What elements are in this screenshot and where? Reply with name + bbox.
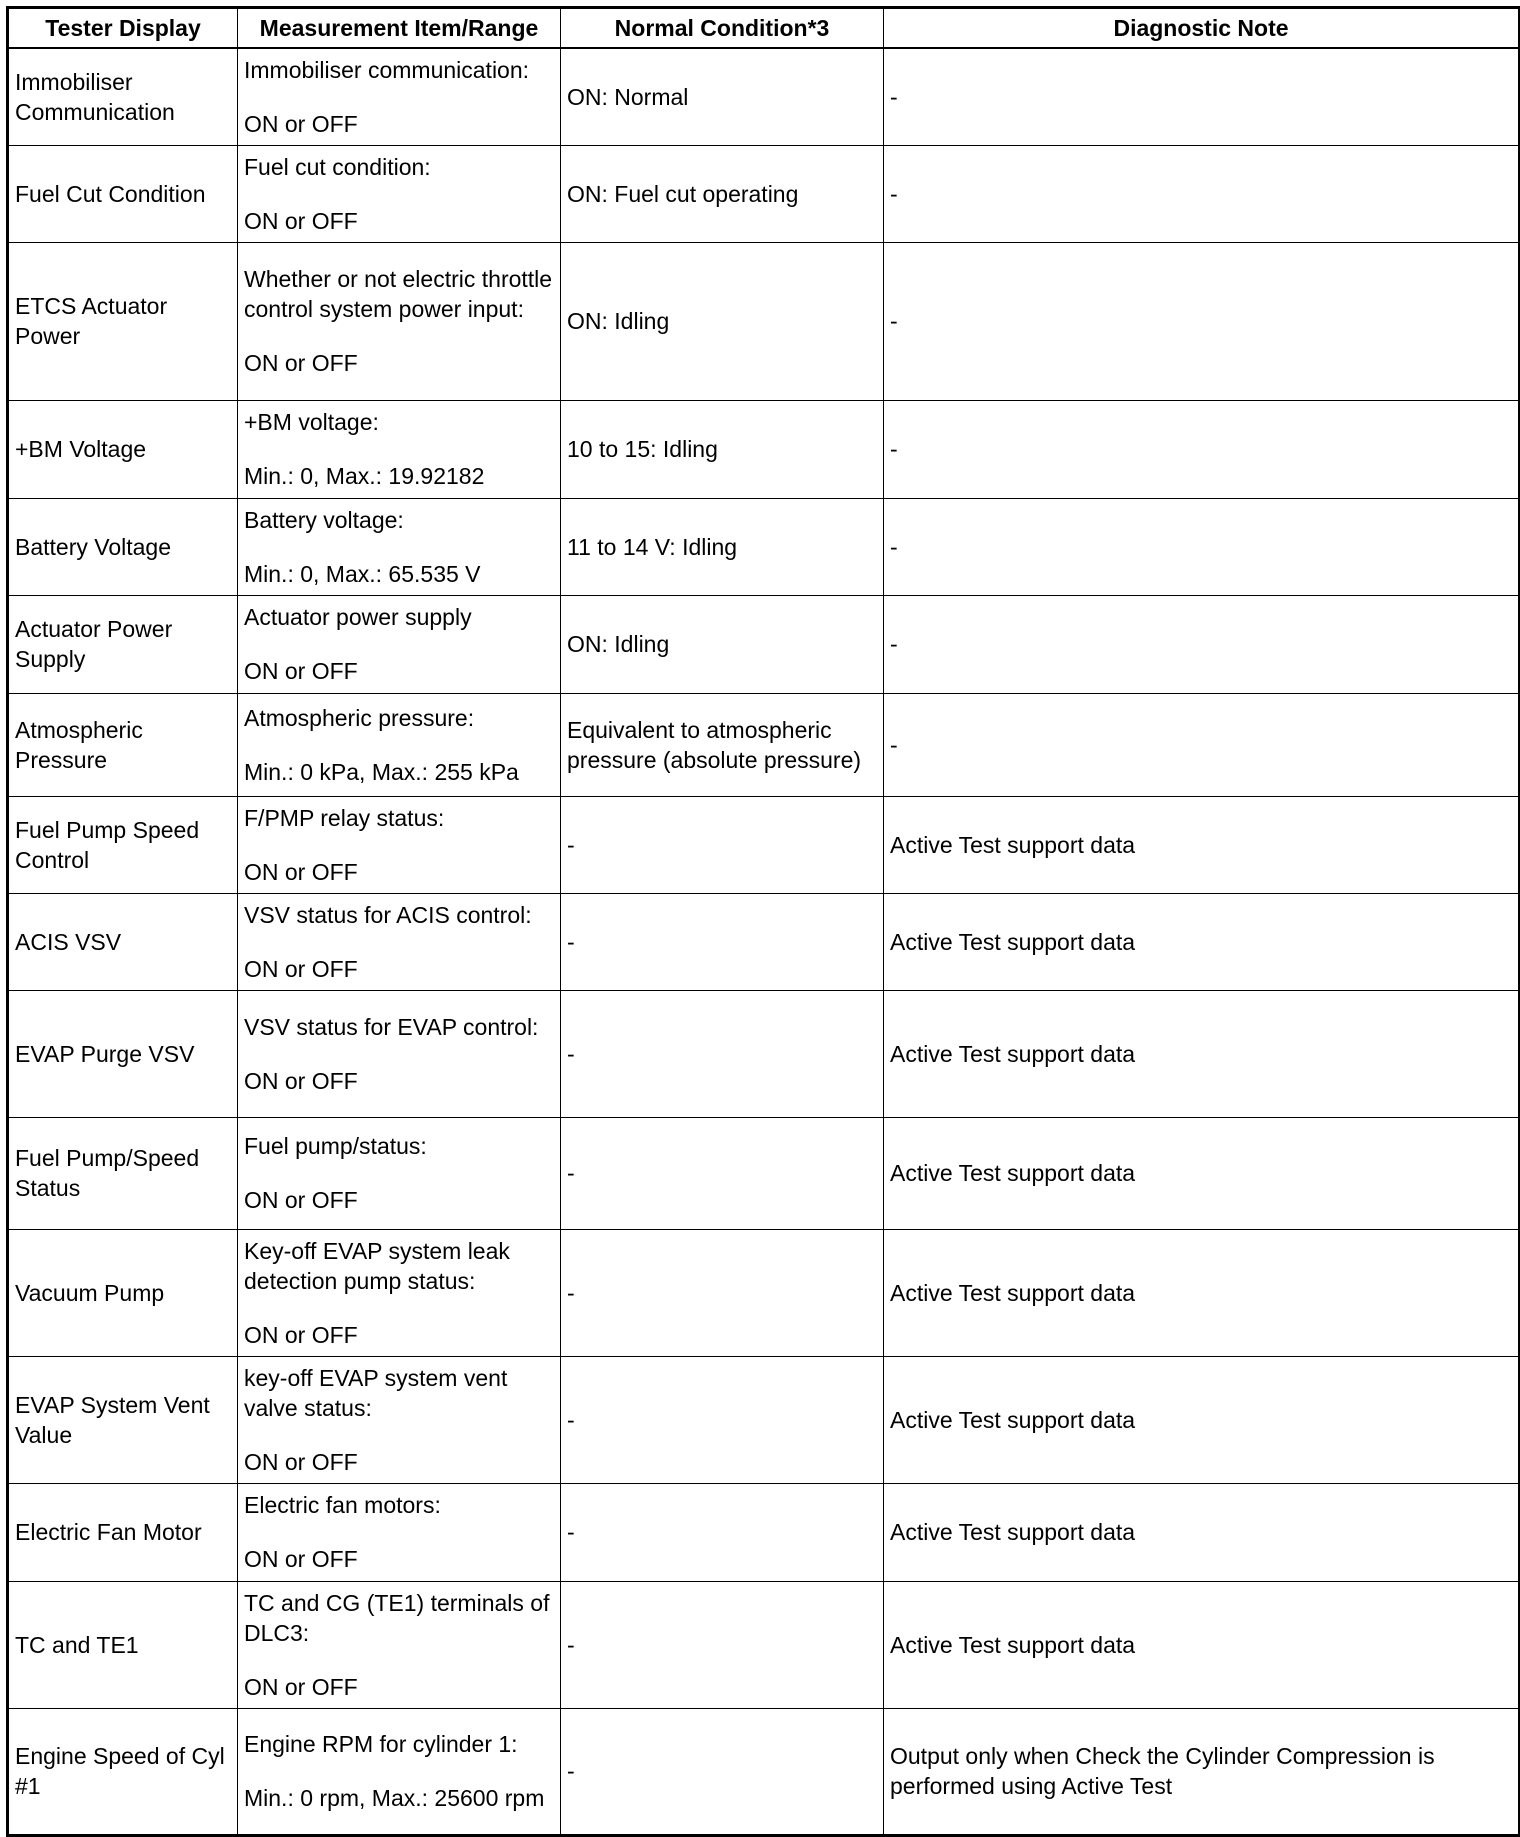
- cell-diagnostic-note: Active Test support data: [884, 990, 1520, 1117]
- measurement-item-label: key-off EVAP system vent valve status:: [244, 1364, 508, 1421]
- table-row: [8, 595, 1520, 693]
- cell-tester-display: Fuel Pump Speed Control: [8, 796, 238, 893]
- measurement-range: ON or OFF: [244, 1448, 358, 1475]
- cell-measurement-item: [238, 893, 561, 990]
- cell-tester-display: Fuel Pump/Speed Status: [8, 1117, 238, 1229]
- cell-measurement-item: [238, 48, 561, 145]
- measurement-item-label: VSV status for EVAP control:: [244, 1013, 539, 1040]
- cell-tester-display: ACIS VSV: [8, 893, 238, 990]
- cell-diagnostic-note: -: [884, 400, 1520, 498]
- cell-diagnostic-note: -: [884, 242, 1520, 400]
- measurement-item: [244, 703, 554, 787]
- table-row: [8, 1117, 1520, 1229]
- cell-measurement-item: [238, 1356, 561, 1483]
- measurement-item: [244, 407, 554, 491]
- cell-diagnostic-note: Output only when Check the Cylinder Compression is performed using Active Test: [884, 1708, 1520, 1835]
- measurement-range: ON or OFF: [244, 955, 358, 982]
- cell-measurement-item: [238, 693, 561, 796]
- cell-normal-condition: -: [561, 1483, 884, 1581]
- measurement-item-label: TC and CG (TE1) terminals of DLC3:: [244, 1589, 550, 1646]
- measurement-item: [244, 505, 554, 589]
- measurement-range: ON or OFF: [244, 1546, 358, 1572]
- table-row: [8, 48, 1520, 145]
- cell-measurement-item: [238, 1483, 561, 1581]
- table-row: [8, 893, 1520, 990]
- cell-normal-condition: -: [561, 1356, 884, 1483]
- measurement-range: ON or OFF: [244, 110, 358, 137]
- measurement-range: ON or OFF: [244, 1067, 358, 1094]
- table-row: [8, 400, 1520, 498]
- cell-measurement-item: [238, 242, 561, 400]
- cell-normal-condition: -: [561, 796, 884, 893]
- cell-diagnostic-note: Active Test support data: [884, 796, 1520, 893]
- measurement-item-label: +BM voltage:: [244, 409, 379, 435]
- table-row: [8, 1483, 1520, 1581]
- cell-tester-display: EVAP Purge VSV: [8, 990, 238, 1117]
- measurement-item: [244, 602, 554, 686]
- cell-measurement-item: [238, 990, 561, 1117]
- measurement-item: [244, 1012, 554, 1096]
- measurement-range: ON or OFF: [244, 858, 358, 885]
- measurement-item: [244, 803, 554, 887]
- measurement-item-label: Whether or not electric throttle control system power input:: [244, 266, 553, 322]
- measurement-item-label: Atmospheric pressure:: [244, 704, 475, 731]
- cell-normal-condition: -: [561, 893, 884, 990]
- cell-measurement-item: [238, 796, 561, 893]
- cell-diagnostic-note: Active Test support data: [884, 1117, 1520, 1229]
- measurement-range: ON or OFF: [244, 350, 358, 376]
- cell-diagnostic-note: -: [884, 48, 1520, 145]
- table-row: [8, 796, 1520, 893]
- measurement-item-label: Engine RPM for cylinder 1:: [244, 1731, 518, 1757]
- measurement-range: ON or OFF: [244, 1321, 358, 1348]
- cell-tester-display: Immobiliser Communication: [8, 48, 238, 145]
- measurement-item: [244, 1490, 554, 1574]
- measurement-range: Min.: 0 rpm, Max.: 25600 rpm: [244, 1785, 545, 1811]
- cell-tester-display: Engine Speed of Cyl #1: [8, 1708, 238, 1835]
- measurement-range: ON or OFF: [244, 207, 358, 234]
- cell-diagnostic-note: Active Test support data: [884, 893, 1520, 990]
- table-row: [8, 990, 1520, 1117]
- cell-measurement-item: [238, 1229, 561, 1356]
- header-row: [8, 8, 1520, 49]
- cell-normal-condition: 10 to 15: Idling: [561, 400, 884, 498]
- measurement-item: [244, 1729, 554, 1813]
- measurement-item: [244, 1588, 554, 1702]
- cell-tester-display: Atmospheric Pressure: [8, 693, 238, 796]
- cell-measurement-item: [238, 498, 561, 595]
- cell-tester-display: Fuel Cut Condition: [8, 145, 238, 242]
- cell-measurement-item: [238, 1581, 561, 1708]
- measurement-item-label: Immobiliser communication:: [244, 56, 530, 83]
- measurement-item-label: VSV status for ACIS control:: [244, 901, 532, 928]
- table-row: [8, 145, 1520, 242]
- cell-normal-condition: 11 to 14 V: Idling: [561, 498, 884, 595]
- cell-normal-condition: -: [561, 1581, 884, 1708]
- cell-tester-display: ETCS Actuator Power: [8, 242, 238, 400]
- cell-normal-condition: ON: Idling: [561, 242, 884, 400]
- measurement-item-label: Battery voltage:: [244, 506, 404, 533]
- header-tester-display: Tester Display: [8, 8, 238, 49]
- measurement-item: [244, 152, 554, 236]
- measurement-item: [244, 1236, 554, 1350]
- cell-normal-condition: -: [561, 1229, 884, 1356]
- measurement-item-label: Actuator power supply: [244, 604, 472, 630]
- cell-measurement-item: [238, 145, 561, 242]
- measurement-range: Min.: 0, Max.: 65.535 V: [244, 560, 481, 587]
- header-diagnostic-note: Diagnostic Note: [884, 8, 1520, 49]
- table-row: [8, 1356, 1520, 1483]
- cell-measurement-item: [238, 1708, 561, 1835]
- table-row: [8, 498, 1520, 595]
- cell-measurement-item: [238, 595, 561, 693]
- measurement-range: ON or OFF: [244, 1673, 358, 1700]
- measurement-range: Min.: 0 kPa, Max.: 255 kPa: [244, 758, 519, 785]
- table-body: [8, 48, 1520, 1835]
- measurement-item-label: Electric fan motors:: [244, 1492, 441, 1518]
- cell-normal-condition: -: [561, 1708, 884, 1835]
- measurement-item: [244, 900, 554, 984]
- cell-tester-display: Electric Fan Motor: [8, 1483, 238, 1581]
- table-header: [8, 8, 1520, 49]
- cell-measurement-item: [238, 1117, 561, 1229]
- table-row: [8, 242, 1520, 400]
- measurement-item: [244, 1131, 554, 1215]
- measurement-range: Min.: 0, Max.: 19.92182: [244, 463, 485, 489]
- measurement-item: [244, 264, 554, 378]
- cell-diagnostic-note: Active Test support data: [884, 1229, 1520, 1356]
- cell-normal-condition: -: [561, 990, 884, 1117]
- measurement-item-label: Fuel pump/status:: [244, 1133, 427, 1159]
- measurement-item-label: Fuel cut condition:: [244, 153, 431, 180]
- measurement-item-label: Key-off EVAP system leak detection pump status:: [244, 1237, 510, 1294]
- cell-diagnostic-note: Active Test support data: [884, 1483, 1520, 1581]
- cell-diagnostic-note: Active Test support data: [884, 1356, 1520, 1483]
- table-row: [8, 1708, 1520, 1835]
- page: [6, 6, 1520, 1837]
- cell-measurement-item: [238, 400, 561, 498]
- cell-tester-display: Actuator Power Supply: [8, 595, 238, 693]
- cell-normal-condition: ON: Fuel cut operating: [561, 145, 884, 242]
- measurement-item: [244, 55, 554, 139]
- cell-diagnostic-note: -: [884, 145, 1520, 242]
- cell-tester-display: EVAP System Vent Value: [8, 1356, 238, 1483]
- measurement-item: [244, 1363, 554, 1477]
- cell-diagnostic-note: -: [884, 595, 1520, 693]
- table-row: [8, 693, 1520, 796]
- cell-diagnostic-note: Active Test support data: [884, 1581, 1520, 1708]
- measurement-item-label: F/PMP relay status:: [244, 804, 445, 831]
- table-row: [8, 1229, 1520, 1356]
- cell-tester-display: TC and TE1: [8, 1581, 238, 1708]
- table-row: [8, 1581, 1520, 1708]
- measurement-range: ON or OFF: [244, 1187, 358, 1213]
- cell-diagnostic-note: -: [884, 498, 1520, 595]
- cell-normal-condition: ON: Normal: [561, 48, 884, 145]
- cell-tester-display: Vacuum Pump: [8, 1229, 238, 1356]
- measurement-range: ON or OFF: [244, 658, 358, 684]
- data-list-table: [6, 6, 1520, 1837]
- cell-tester-display: Battery Voltage: [8, 498, 238, 595]
- header-measurement-item: Measurement Item/Range: [238, 8, 561, 49]
- cell-normal-condition: Equivalent to atmospheric pressure (absolute pressure): [561, 693, 884, 796]
- cell-normal-condition: -: [561, 1117, 884, 1229]
- cell-tester-display: +BM Voltage: [8, 400, 238, 498]
- cell-diagnostic-note: -: [884, 693, 1520, 796]
- header-normal-condition: Normal Condition*3: [561, 8, 884, 49]
- cell-normal-condition: ON: Idling: [561, 595, 884, 693]
